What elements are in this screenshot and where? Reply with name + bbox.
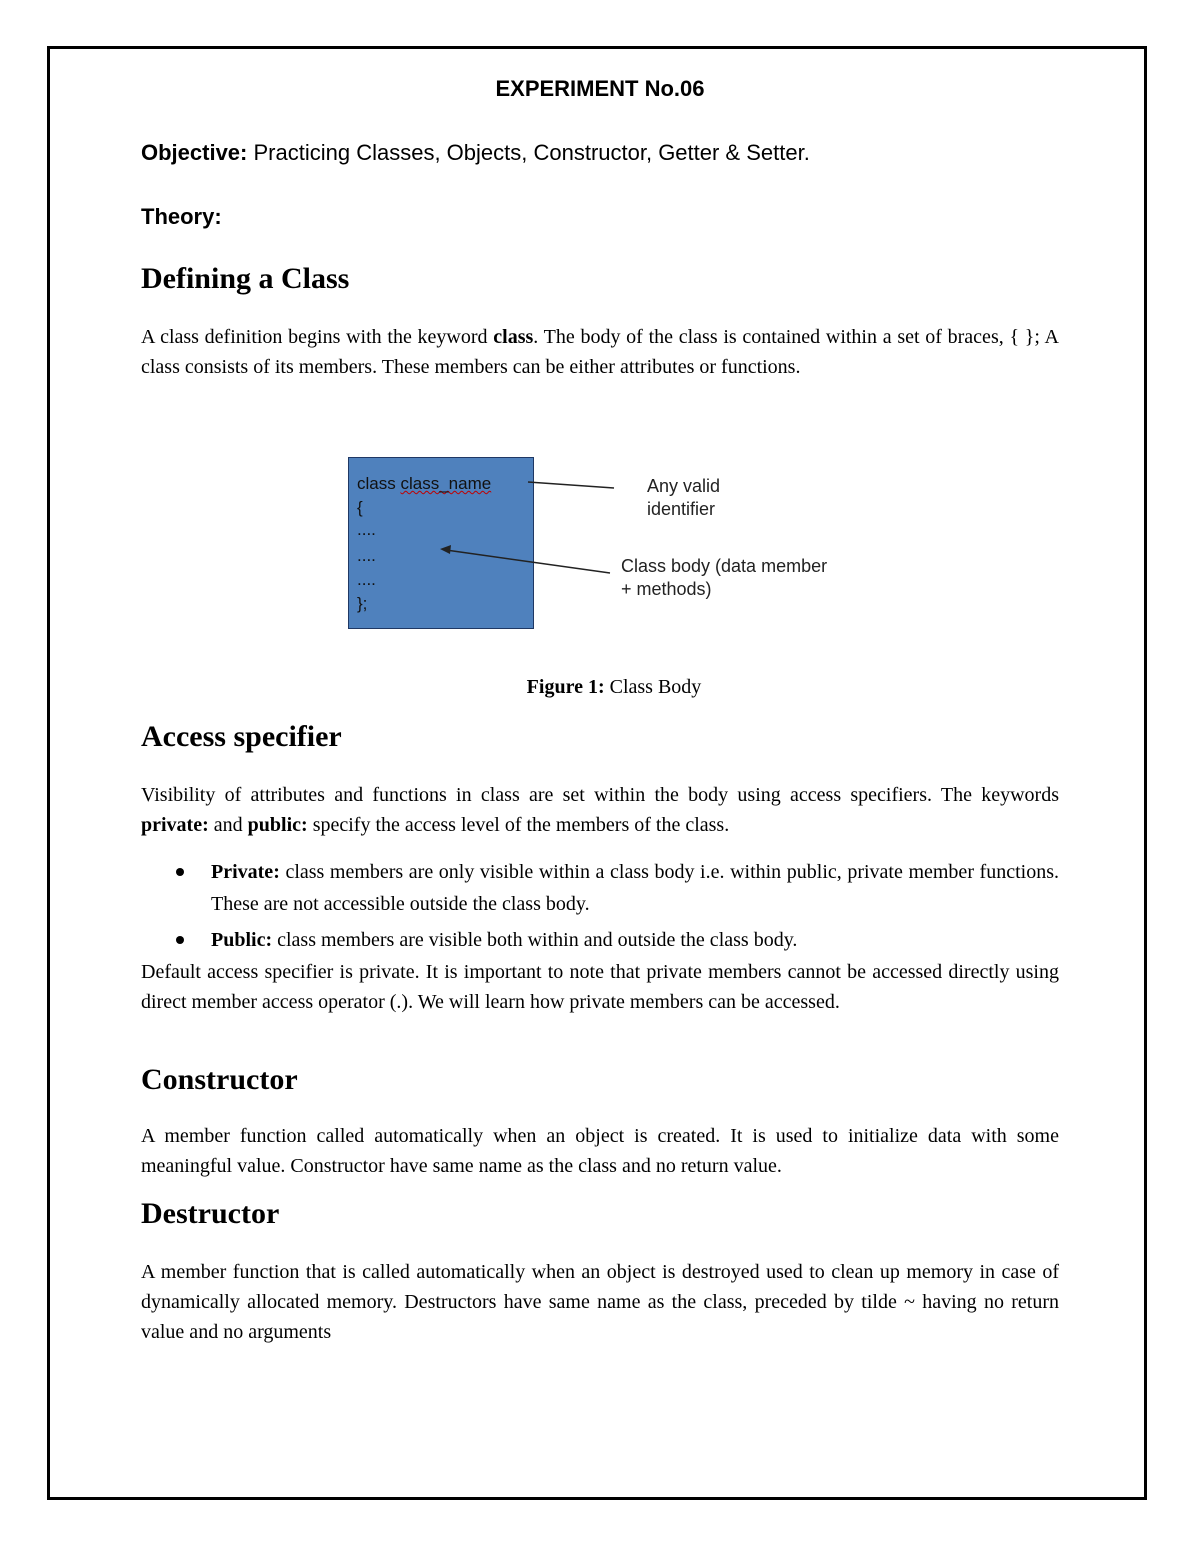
heading-access-specifier: Access specifier — [141, 720, 342, 753]
code-class-name: class_name — [400, 474, 492, 493]
code-keyword: class — [357, 474, 401, 493]
code-line-2: { — [357, 498, 363, 517]
callout-text: Any valid — [647, 476, 721, 496]
paragraph-destructor: A member function that is called automatically when an object is destroyed used to clean up memory in case of dynamically allocated memory. Destructors have same name as the class, preceded by tilde ~ having no return value and no arguments — [141, 1261, 1059, 1343]
text-span: and — [208, 814, 248, 836]
arrow-class-body — [446, 550, 610, 573]
text-span: . The body of the class is contained within a set of braces, { }; A class consists of its members. These members can be either attributes or functions. — [141, 326, 1059, 378]
bullet-label: Public: — [211, 929, 273, 951]
text-span: A class definition begins with the keyword — [141, 326, 494, 348]
text-span: Visibility of attributes and functions in class are set within the body using access specifiers. The keywords — [141, 784, 1059, 806]
bullet-private — [211, 856, 1059, 920]
callout-text: + methods) — [621, 579, 712, 599]
caption-label: Figure 1: — [526, 676, 605, 698]
text-span: specify the access level of the members of the class. — [307, 814, 730, 836]
keyword-private: private: — [141, 814, 209, 836]
callout-class-body — [621, 555, 827, 601]
theory-label: Theory: — [141, 204, 222, 229]
code-line-4: .... — [357, 546, 376, 565]
bullet-public — [211, 924, 1059, 956]
figure-caption — [0, 676, 1200, 699]
bullet-text: class members are only visible within a class body i.e. within public, private member functions. These are not accessible outside the class body. — [211, 861, 1059, 915]
arrow-head-icon — [440, 545, 451, 554]
callout-text: identifier — [647, 499, 716, 519]
heading-defining-class: Defining a Class — [141, 262, 350, 295]
objective-label: Objective: — [141, 140, 248, 165]
page-title: EXPERIMENT No.06 — [495, 76, 705, 101]
code-line-5: .... — [357, 570, 376, 589]
keyword-public: public: — [247, 814, 308, 836]
heading-destructor: Destructor — [141, 1197, 280, 1230]
caption-text: Class Body — [604, 676, 702, 698]
callout-text: Class body (data member — [621, 556, 828, 576]
objective-text: Practicing Classes, Objects, Constructor, Getter & Setter. — [247, 140, 810, 165]
bullet-label: Private: — [211, 861, 280, 883]
arrow-identifier — [528, 482, 614, 488]
paragraph-default-access: Default access specifier is private. It is important to note that private members cannot be accessed directly using direct member access operator (.). We will learn how private members can be accessed. — [141, 961, 1059, 1013]
paragraph-access-specifier — [141, 780, 1059, 840]
callout-identifier — [647, 475, 720, 521]
keyword-class: class — [493, 326, 534, 348]
bullet-icon — [176, 868, 184, 876]
code-line-3: .... — [357, 520, 376, 539]
heading-constructor: Constructor — [141, 1063, 298, 1096]
bullet-icon — [176, 936, 184, 944]
paragraph-constructor: A member function called automatically when an object is created. It is used to initialize data with some meaningful value. Constructor have same name as the class and no return value. — [141, 1125, 1059, 1177]
bullet-text: class members are visible both within and outside the class body. — [272, 929, 798, 951]
code-line-6: }; — [357, 594, 368, 613]
